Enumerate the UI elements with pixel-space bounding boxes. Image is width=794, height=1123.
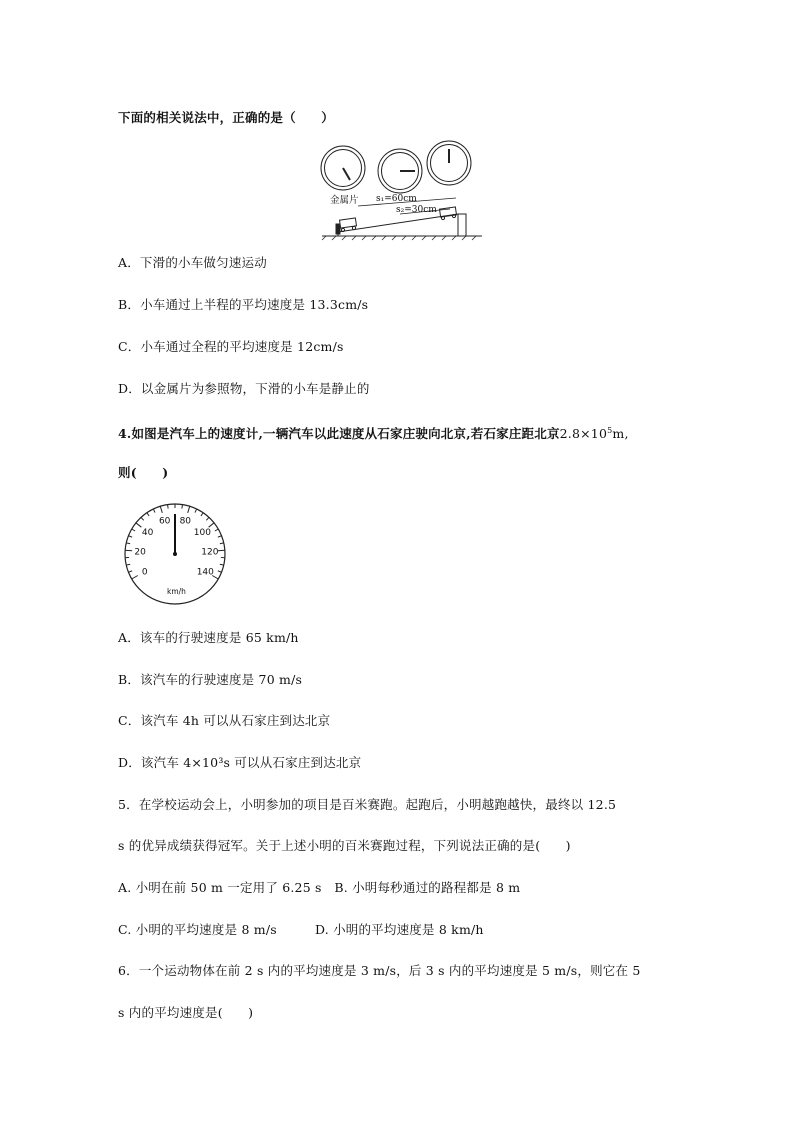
speedometer-tick-label: 100 — [193, 528, 211, 539]
q5-options-cd-text: C. 小明的平均速度是 8 m/s D. 小明的平均速度是 8 km/h — [118, 922, 484, 937]
q3-option-d-text: D．以金属片为参照物，下滑的小车是静止的 — [118, 381, 370, 396]
s1-label: s₁=60cm — [376, 194, 417, 204]
q5-options-cd — [118, 922, 484, 938]
speedometer-tick — [201, 513, 203, 516]
speedometer-tick-label: 80 — [179, 516, 192, 527]
question-4-stem-line2 — [118, 465, 168, 481]
question-5-line1 — [118, 797, 616, 813]
speedometer-tick — [128, 571, 132, 572]
speedometer-tick — [195, 509, 197, 513]
q4-option-a-text: A．该车的行驶速度是 65 km/h — [118, 630, 299, 645]
speedometer-tick — [147, 513, 149, 516]
speedometer-tick — [126, 543, 130, 544]
speedometer-tick-label: 60 — [158, 516, 171, 527]
speedometer-unit: km/h — [167, 587, 186, 596]
speedometer-tick — [215, 529, 218, 531]
speedometer-tick — [188, 506, 190, 513]
question-5-line2 — [118, 838, 571, 854]
clock-1-icon — [321, 146, 365, 190]
q4-option-a — [118, 630, 299, 646]
speedometer-pivot — [173, 552, 177, 556]
q6-line1-text: 6．一个运动物体在前 2 s 内的平均速度是 3 m/s，后 3 s 内的平均速度是 5 m/s，则它在 5 — [118, 963, 641, 978]
question-3-stem — [118, 110, 334, 126]
speedometer-tick — [182, 505, 183, 509]
q3-option-d — [118, 381, 370, 397]
q4-stem-line2-text: 则( ) — [118, 465, 169, 480]
speedometer-tick-label: 40 — [141, 528, 154, 539]
s2-label: s₂=30cm — [396, 205, 437, 215]
metal-sheet-label: 金属片 — [330, 195, 359, 206]
speedometer-tick — [153, 509, 155, 513]
clock-3-icon — [427, 141, 471, 185]
q4-stem-line1: 4.如图是汽车上的速度计,一辆汽车以此速度从石家庄驶向北京,若石家庄距北京 — [118, 426, 560, 442]
speedometer-tick — [206, 517, 209, 520]
q4-option-c — [118, 713, 330, 729]
q4-distance-exponent: 5 — [607, 426, 613, 435]
speedometer-tick-label: 20 — [134, 547, 146, 558]
q4-option-b-text: B．该汽车的行驶速度是 70 m/s — [118, 672, 303, 687]
q3-option-a — [118, 255, 267, 271]
speedometer-tick — [160, 506, 162, 513]
q5-line1-text: 5．在学校运动会上，小明参加的项目是百米赛跑。起跑后，小明越跑越快，最终以 12.5 — [118, 797, 617, 812]
q4-option-c-text: C．该汽车 4h 可以从石家庄到达北京 — [118, 713, 331, 728]
q4-distance-unit: m, — [612, 426, 629, 442]
speedometer-tick — [132, 576, 138, 580]
speedometer-tick-label: 140 — [196, 567, 214, 578]
speedometer-tick-label: 120 — [201, 547, 219, 558]
q3-option-c — [118, 339, 344, 355]
speedometer-tick — [220, 543, 224, 544]
speedometer-tick — [168, 505, 169, 509]
q3-option-c-text: C．小车通过全程的平均速度是 12cm/s — [118, 339, 344, 354]
q5-line2-text: s 的优异成绩获得冠军。关于上述小明的百米赛跑过程，下列说法正确的是( ) — [118, 838, 571, 853]
q3-option-b-text: B．小车通过上半程的平均速度是 13.3cm/s — [118, 297, 369, 312]
q6-line2-text: s 内的平均速度是( ) — [118, 1005, 254, 1020]
q5-options-ab-text: A. 小明在前 50 m 一定用了 6.25 s B. 小明每秒通过的路程都是 8 m — [118, 880, 521, 895]
speedometer-figure — [120, 500, 232, 612]
q4-option-d — [118, 755, 361, 771]
q4-option-d-text: D．该汽车 4×10³s 可以从石家庄到达北京 — [118, 755, 362, 770]
speedometer-tick — [218, 536, 222, 537]
speedometer-tick — [209, 523, 214, 527]
question-6-line2 — [118, 1005, 253, 1021]
speedometer-tick — [132, 529, 135, 531]
question-4-stem — [118, 423, 629, 442]
question-6-line1 — [118, 963, 641, 979]
speedometer-tick — [218, 571, 222, 572]
clock-2-icon — [378, 149, 422, 193]
speedometer-tick-label: 0 — [141, 567, 148, 578]
speedometer-tick — [136, 523, 141, 527]
question-3-stem-text: 下面的相关说法中，正确的是（ ） — [118, 110, 334, 125]
speedometer-tick — [218, 550, 225, 551]
speedometer-tick — [125, 550, 132, 551]
speedometer-tick — [220, 564, 224, 565]
speedometer-tick — [128, 536, 132, 537]
speedometer-tick — [141, 517, 144, 520]
q3-option-b — [118, 297, 368, 313]
speedometer-tick — [126, 564, 130, 565]
incline-clocks-figure — [318, 140, 486, 242]
q4-distance-value: 2.8×10 — [559, 426, 608, 442]
q4-option-b — [118, 672, 302, 688]
q5-options-ab — [118, 880, 520, 896]
q3-option-a-text: A．下滑的小车做匀速运动 — [118, 255, 267, 270]
